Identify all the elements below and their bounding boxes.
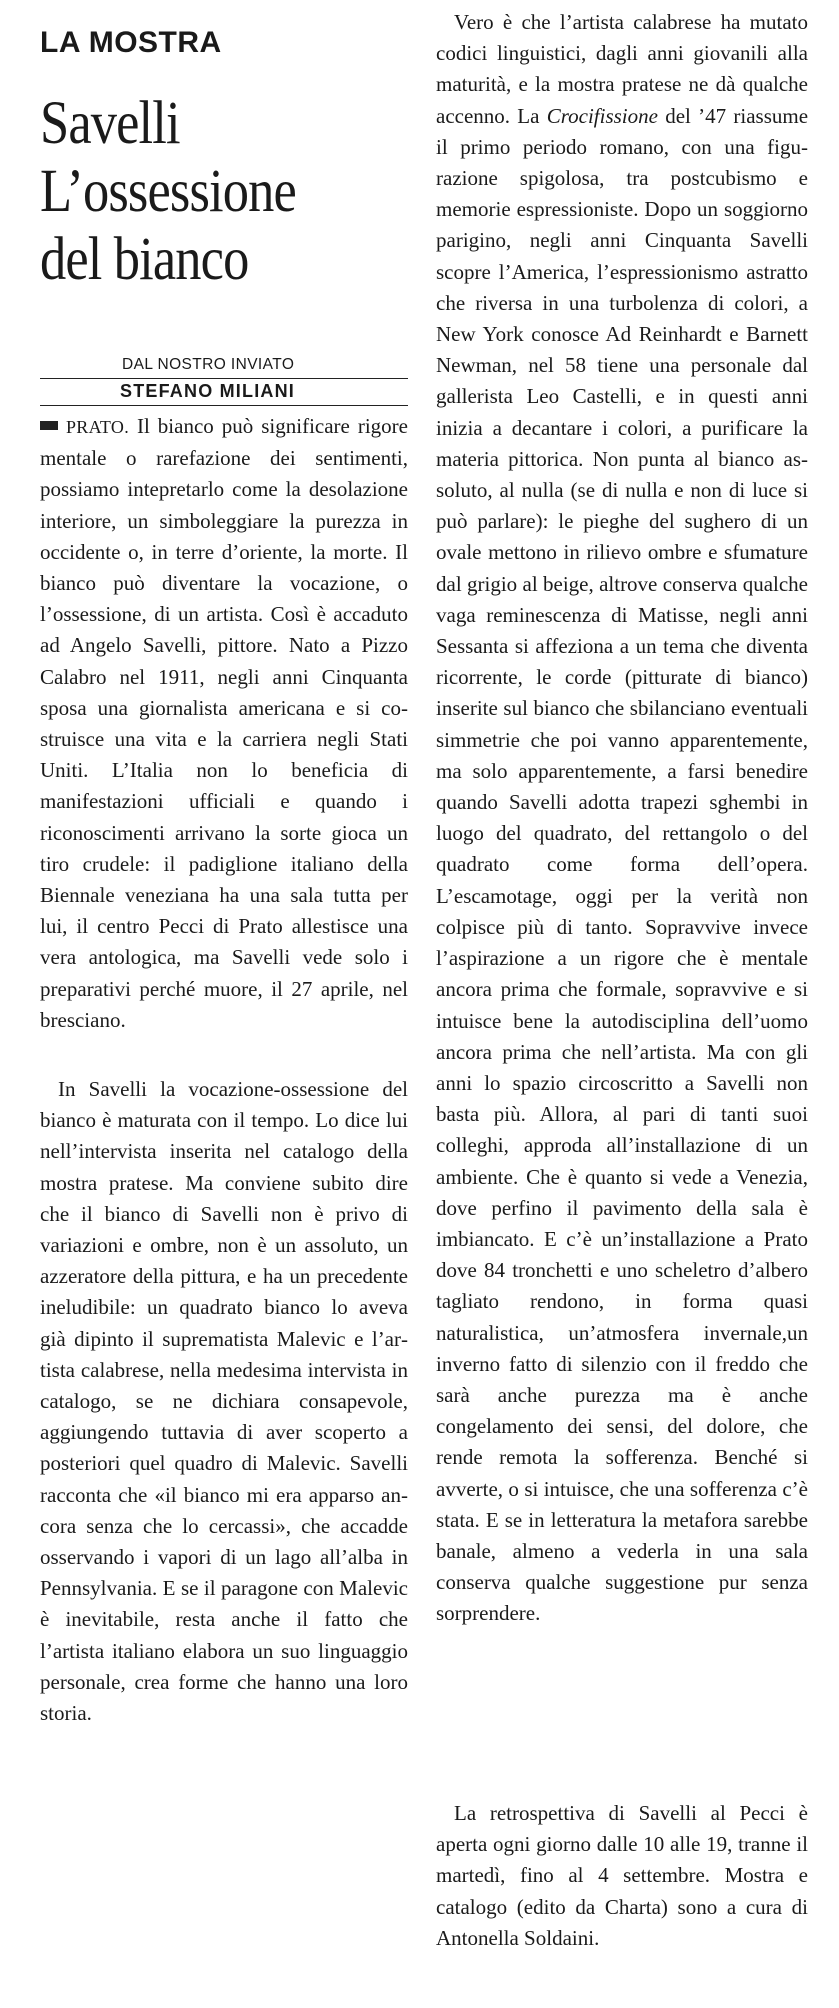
headline-line-1: Savelli [40, 90, 180, 157]
paragraph-3 [436, 7, 808, 1630]
byline-rule-top [40, 378, 408, 379]
paragraph-4-text: La retrospettiva di Savelli al Pecci è aperta ogni giorno dalle 10 alle 19, tranne il martedì, fino al 4 settembre. Mostra e catalogo (edito da Charta) sono a cura di Antonella Soldaini. [436, 1801, 808, 1950]
dateline: DAL NOSTRO INVIATO [122, 356, 295, 373]
paragraph-2 [40, 1074, 408, 1729]
paragraph-3-text-b: del ’47 riassume il primo periodo romano, con una figurazione spigolosa, tra postcubismo e memorie espressioniste. Dopo un soggiorno parigino, negli anni Cinquanta Savelli scopre l’America, l’espressionismo astratto che riversa in una turbolenza di colori, a New York conosce Ad Reinhardt e Barnett Newman, nel 58 tiene una personale dal gallerista Leo Castelli, e in questi anni inizia a decantare i colori, a purificare la materia pittorica. Non punta al bianco assoluto, al nulla (se di nulla e non di luce si può parlare): le pieghe del sughero di un ovale mettono in rilievo ombre e sfumature dal grigio al beige, altrove conserva qualche vaga reminescenza di Matisse, negli anni Sessanta si affeziona a un tema che diventa ricorrente, le corde (pitturate di bianco) inserite sul bianco che sbilanciano eventuali simmetrie che poi vanno apparentemente, ma solo apparentemente, a farsi benedire quando Savelli adotta trapezi sghembi in luogo del quadrato, del rettangolo o del quadrato come forma dell’opera. L’escamotage, oggi per la verità non colpisce più di tanto. Sopravvive invece l’aspirazione a un rigore che è mentale ancora prima che formale, sopravvive e si intuisce bene la autodisciplina dell’uomo ancora prima che nell’artista. Ma con gli anni lo spazio circoscritto a Savelli non basta più. Allora, al pari di tanti suoi colleghi, approda all’installazione di un ambiente. Che è quanto si vede a Venezia, dove perfino il pavimento della sala è imbiancato. E c’è un’installazione a Prato dove 84 tronchetti e uno scheletro d’albero tagliato rendono, in forma quasi naturalistica, un’atmosfera invernale,un inverno fatto di silenzio con il freddo che sarà anche purezza ma è anche congelamento dei sensi, del dolore, che rende remota la sofferenza. Benché si avverte, o si intuisce, che una sofferenza c’è stata. E se in letteratura la metafora sarebbe banale, almeno a vederla in una sala conserva qualche suggestione pur senza sorprendere. [436, 103, 809, 1626]
headline-line-3: del bianco [40, 226, 249, 293]
section-kicker: LA MOSTRA [40, 26, 222, 59]
paragraph-4 [436, 1798, 808, 1954]
paragraph-1 [40, 411, 408, 1036]
artwork-title: Crocifissione [546, 103, 658, 128]
headline [40, 90, 296, 294]
paragraph-2-text: In Savelli la vocazione-ossessione del bianco è maturata con il tempo. Lo dice lui nell’intervista inserita nel catalogo della mostra pratese. Ma conviene subito dire che il bianco di Savelli non è privo di variazioni e ombre, non è un assoluto, un azzeratore della pittura, e ha un precedente ineludibile: un quadrato bianco lo aveva già dipinto il suprematista Malevic e l’artista calabrese, nella medesima intervista in catalogo, se ne dichiara consapevole, aggiungendo tuttavia di aver scoperto a posteriori quel quadro di Malevic. Savelli racconta che «il bianco mi era apparso ancora senza che lo cercassi», che accadde osservando i vapori di un lago all’alba in Pennsylvania. E se il paragone con Malevic è inevitabile, resta anche il fatto che l’artista italiano elabora un suo linguaggio personale, crea forme che hanno una loro storia. [40, 1077, 408, 1726]
paragraph-1-text: Il bianco può significare rigore mentale o rarefazione dei sentimenti, possiamo intepretarlo come la desolazione interiore, un simboleggiare la purezza in occidente o, in terre d’oriente, la morte. Il bianco può diventare la vocazione, o l’ossessione, di un artista. Così è accaduto ad Angelo Savelli, pittore. Nato a Pizzo Calabro nel 1911, negli anni Cinquanta sposa una giornalista americana e si costruisce una vita e la carriera negli Stati Uniti. L’Italia non lo beneficia di manifestazioni ufficiali e quando i riconoscimenti arrivano la sorte gioca un tiro crudele: il padiglione italiano della Biennale veneziana ha una sala tutta per lui, il centro Pecci di Prato allestisce una vera antologica, ma Savelli vede solo i preparativi perché muore, il 27 aprile, nel bresciano. [40, 414, 408, 1032]
headline-line-2: L’ossessione [40, 158, 296, 225]
byline: STEFANO MILIANI [120, 381, 295, 401]
byline-rule-bottom [40, 405, 408, 406]
lead-square-marker [40, 421, 58, 430]
city-dateline: PRATO. [66, 417, 129, 437]
paragraph-3-text-a: Vero è che l’artista calabrese ha mutato codici linguistici, dagli anni giovanili alla maturità, e la mostra pratese ne dà qualche accenno. La [436, 10, 808, 128]
